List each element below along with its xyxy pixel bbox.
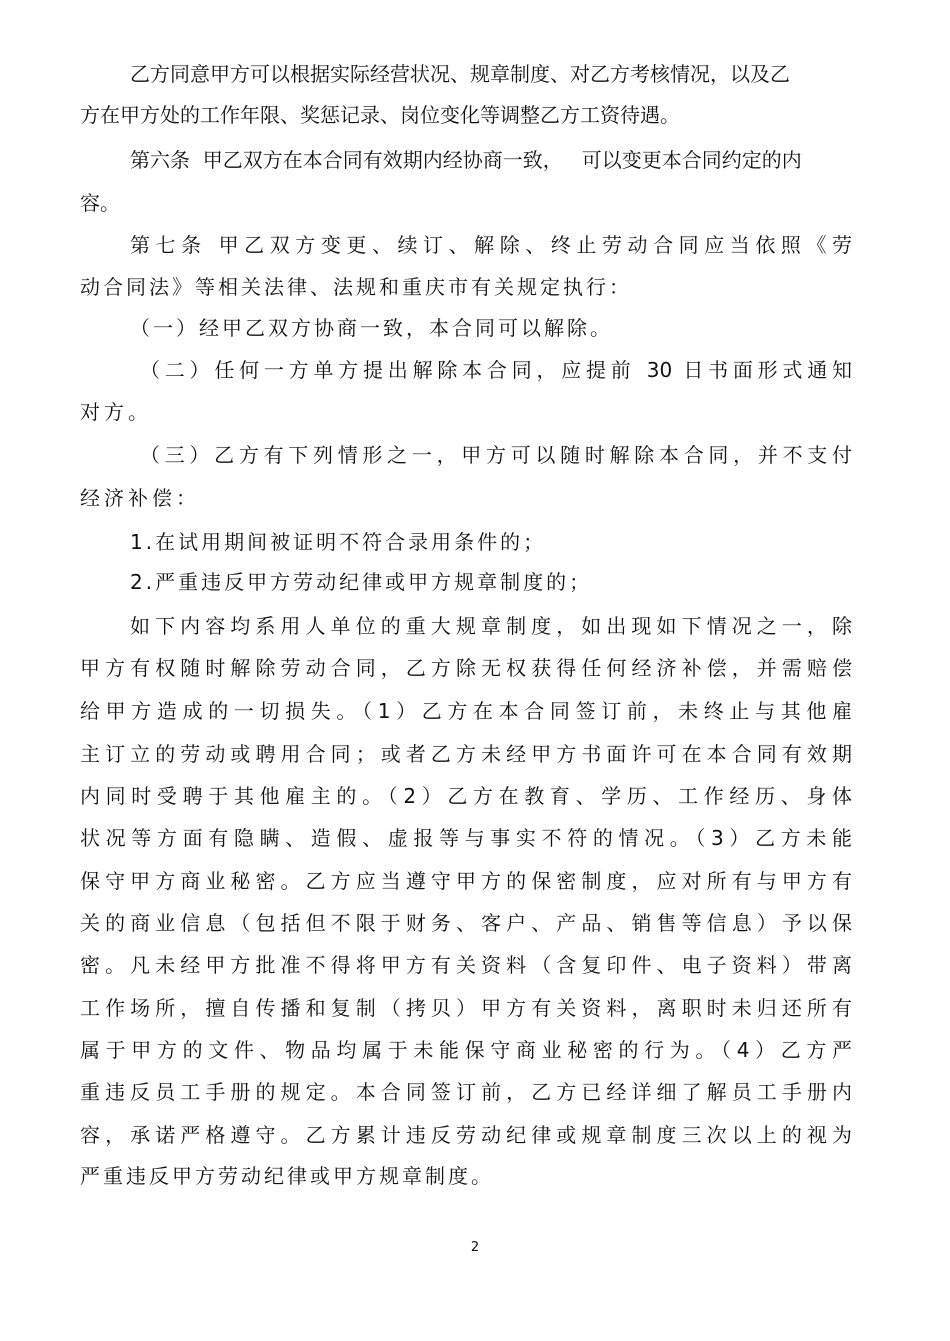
text-line: 第七条 甲乙双方变更、续订、解除、终止劳动合同应当依照《劳	[130, 233, 852, 257]
text-line: 容。	[80, 191, 120, 215]
text-line: 重违反员工手册的规定。本合同签订前，乙方已经详细了解员工手册内	[80, 1080, 852, 1104]
page-number: 2	[470, 1240, 480, 1255]
text-line: 工作场所，擅自传播和复制（拷贝）甲方有关资料，离职时未归还所有	[80, 996, 852, 1020]
text-line: （一）经甲乙双方协商一致，本合同可以解除。	[130, 316, 613, 340]
text-line: 如下内容均系用人单位的重大规章制度，如出现如下情况之一，除	[130, 614, 852, 638]
text-line: 2.严重违反甲方劳动纪律或甲方规章制度的；	[130, 570, 593, 594]
text-line: 1.在试用期间被证明不符合录用条件的；	[130, 530, 547, 554]
text-line: （三）乙方有下列情形之一，甲方可以随时解除本合同，并不支付	[140, 443, 852, 467]
text-line: 容，承诺严格遵守。乙方累计违反劳动纪律或规章制度三次以上的视为	[80, 1123, 852, 1147]
text-line: 动合同法》等相关法律、法规和重庆市有关规定执行：	[80, 275, 632, 299]
text-line: 第六条 甲乙双方在本合同有效期内经协商一致， 可以变更本合同约定的内	[130, 148, 802, 172]
text-line: 严重违反甲方劳动纪律或甲方规章制度。	[80, 1164, 494, 1188]
text-line: 保守甲方商业秘密。乙方应当遵守甲方的保密制度，应对所有与甲方有	[80, 869, 852, 893]
text-line: （二）任何一方单方提出解除本合同，应提前 30 日书面形式通知	[140, 358, 852, 382]
text-line: 对方。	[80, 400, 152, 424]
text-line: 乙方同意甲方可以根据实际经营状况、规章制度、对乙方考核情况，以及乙	[130, 62, 790, 86]
text-line: 密。凡未经甲方批准不得将甲方有关资料（含复印件、电子资料）带离	[80, 953, 852, 977]
text-line: 内同时受聘于其他雇主的。（2）乙方在教育、学历、工作经历、身体	[80, 784, 852, 808]
text-line: 主订立的劳动或聘用合同；或者乙方未经甲方书面许可在本合同有效期	[80, 742, 852, 766]
text-line: 属于甲方的文件、物品均属于未能保守商业秘密的行为。（4）乙方严	[80, 1038, 852, 1062]
text-line: 经济补偿：	[80, 486, 200, 510]
text-line: 给甲方造成的一切损失。（1）乙方在本合同签订前，未终止与其他雇	[80, 699, 852, 723]
text-line: 状况等方面有隐瞒、造假、虚报等与事实不符的情况。（3）乙方未能	[80, 826, 852, 850]
text-line: 关的商业信息（包括但不限于财务、客户、产品、销售等信息）予以保	[80, 911, 852, 935]
text-line: 甲方有权随时解除劳动合同，乙方除无权获得任何经济补偿，并需赔偿	[80, 656, 852, 680]
text-line: 方在甲方处的工作年限、奖惩记录、岗位变化等调整乙方工资待遇。	[80, 103, 680, 127]
